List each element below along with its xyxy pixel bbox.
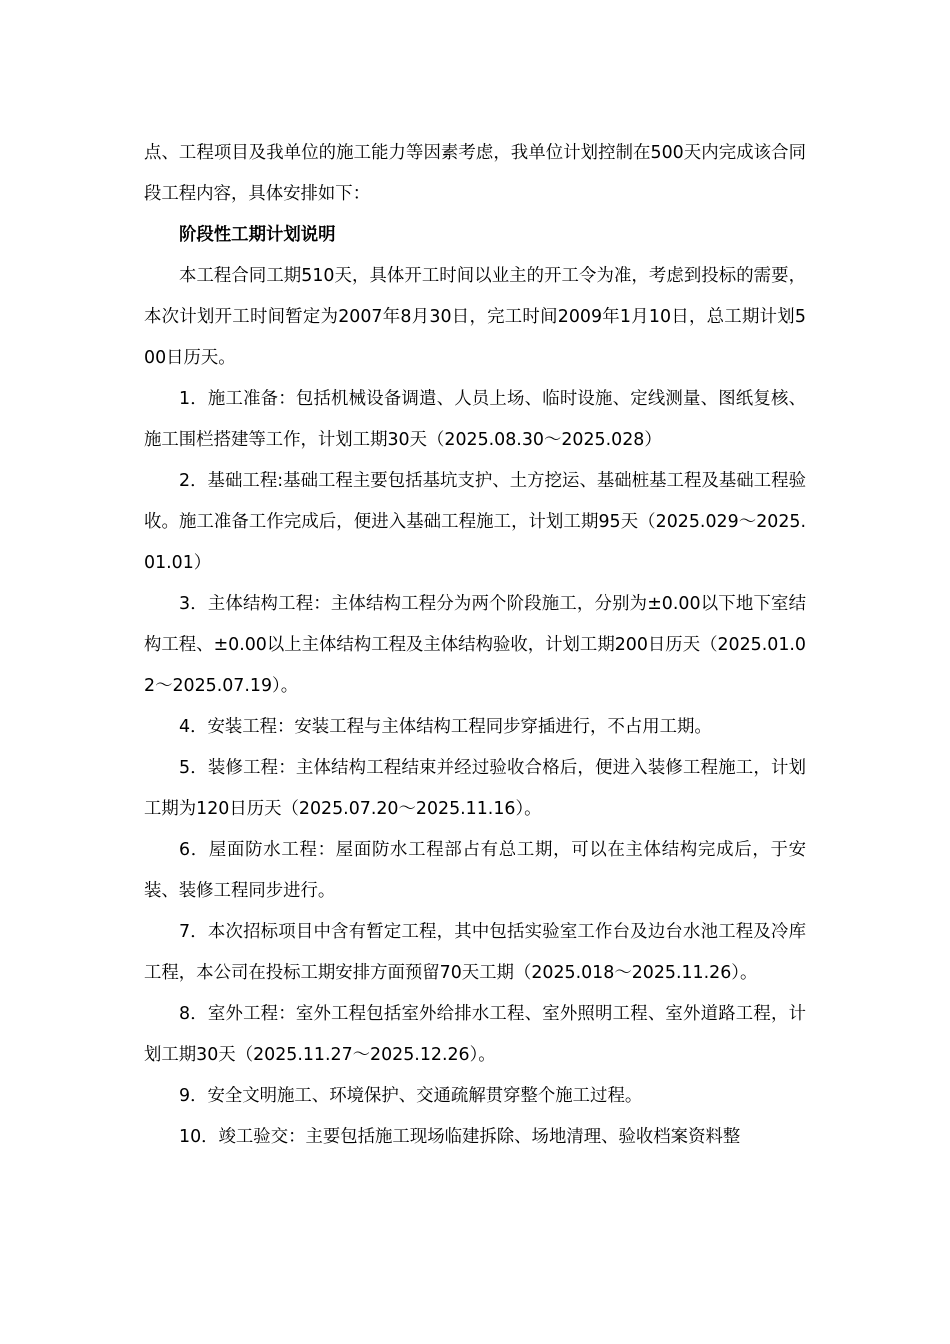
- section-heading: 阶段性工期计划说明: [179, 225, 336, 245]
- list-item-7: 7．本次招标项目中含有暂定工程，其中包括实验室工作台及边台水池工程及冷库工程，本公司在投标工期安排方面预留70天工期（2025.018～2025.11.26）。: [144, 922, 806, 983]
- list-item-6: 6．屋面防水工程：屋面防水工程部占有总工期，可以在主体结构完成后，于安装、装修工程同步进行。: [144, 840, 806, 901]
- document-body: [144, 133, 806, 1158]
- list-item-4: 4．安装工程：安装工程与主体结构工程同步穿插进行，不占用工期。: [179, 717, 712, 737]
- summary-paragraph: 本工程合同工期510天，具体开工时间以业主的开工令为准，考虑到投标的需要，本次计划开工时间暂定为2007年8月30日，完工时间2009年1月10日，总工期计划500日历天。: [144, 266, 806, 368]
- list-item-5: 5．装修工程：主体结构工程结束并经过验收合格后，便进入装修工程施工，计划工期为120日历天（2025.07.20～2025.11.16）。: [144, 758, 806, 819]
- list-item-10: 10．竣工验交：主要包括施工现场临建拆除、场地清理、验收档案资料整: [179, 1127, 741, 1147]
- list-item-8: 8．室外工程：室外工程包括室外给排水工程、室外照明工程、室外道路工程，计划工期30天（2025.11.27～2025.12.26）。: [144, 1004, 806, 1065]
- list-item-9: 9．安全文明施工、环境保护、交通疏解贯穿整个施工过程。: [179, 1086, 643, 1106]
- list-item-2: 2．基础工程:基础工程主要包括基坑支护、土方挖运、基础桩基工程及基础工程验收。施工准备工作完成后，便进入基础工程施工，计划工期95天（2025.029～2025.01.01）: [144, 471, 806, 573]
- list-item-3: 3．主体结构工程：主体结构工程分为两个阶段施工，分别为±0.00以下地下室结构工程、±0.00以上主体结构工程及主体结构验收，计划工期200日历天（2025.01.02～2025.07.19）。: [144, 594, 806, 696]
- list-item-1: 1．施工准备：包括机械设备调遣、人员上场、临时设施、定线测量、图纸复核、施工围栏搭建等工作，计划工期30天（2025.08.30～2025.028）: [144, 389, 806, 450]
- intro-paragraph: 点、工程项目及我单位的施工能力等因素考虑，我单位计划控制在500天内完成该合同段工程内容，具体安排如下：: [144, 143, 806, 204]
